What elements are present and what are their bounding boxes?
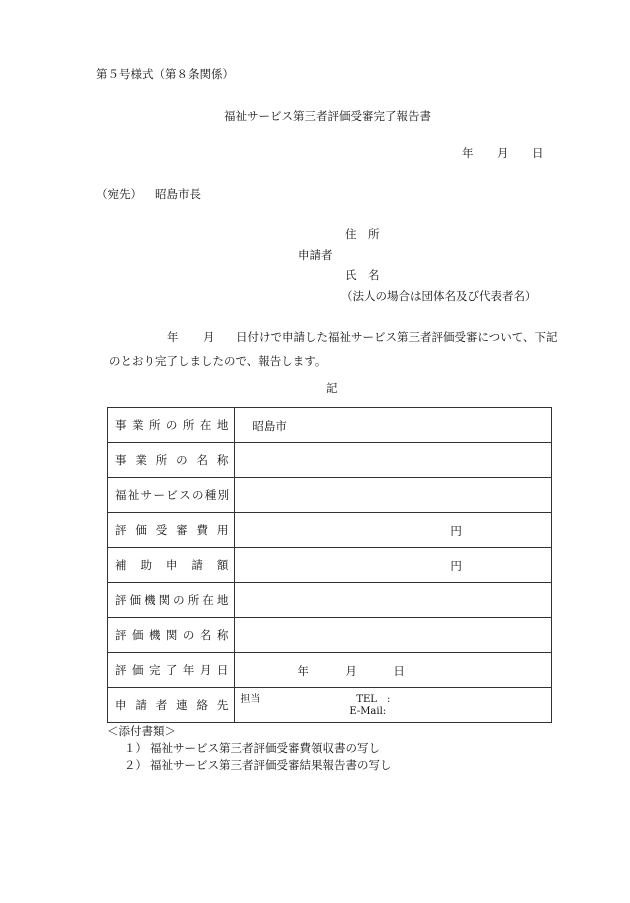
- table-row: [108, 478, 552, 513]
- completion-day-label: 日: [393, 664, 405, 678]
- service-type-field[interactable]: [235, 478, 552, 513]
- attachments-title: ＜添付書類＞: [107, 724, 176, 738]
- row-label: 福祉サービスの種別: [108, 478, 235, 513]
- row-label: 評価受審費用: [108, 513, 235, 548]
- facility-location-value: 昭島市: [252, 419, 287, 433]
- completion-year-label: 年: [297, 664, 309, 678]
- date-month-label: 月: [497, 146, 509, 160]
- table-row: [108, 443, 552, 478]
- applicant-contact-field[interactable]: [235, 688, 552, 723]
- row-label: 事業所の名称: [108, 443, 235, 478]
- row-label: 事業所の所在地: [108, 408, 235, 443]
- evaluation-cost-field[interactable]: [235, 513, 552, 548]
- body-year: 年: [167, 330, 179, 344]
- email-label: E-Mail:: [349, 706, 387, 717]
- table-row: [108, 583, 552, 618]
- completion-date-field[interactable]: [235, 653, 552, 688]
- attachment-number: ２）: [124, 758, 147, 772]
- table-row: [108, 688, 552, 723]
- attachment-text: 福祉サービス第三者評価受審費領収書の写し: [150, 741, 380, 755]
- applicant-name-note: （法人の場合は団体名及び代表者名）: [341, 289, 537, 303]
- row-label: 評価完了年月日: [108, 653, 235, 688]
- facility-name-field[interactable]: [235, 443, 552, 478]
- table-row: [108, 408, 552, 443]
- evaluator-name-field[interactable]: [235, 618, 552, 653]
- addressee-name: 昭島市長: [155, 187, 201, 201]
- attachment-number: １）: [124, 741, 147, 755]
- applicant-address-label: 住 所: [345, 227, 380, 241]
- body-line2: のとおり完了しましたので、報告します。: [109, 354, 327, 368]
- completion-month-label: 月: [345, 664, 357, 678]
- table-row: [108, 513, 552, 548]
- attachment-text: 福祉サービス第三者評価受審結果報告書の写し: [150, 758, 392, 772]
- row-label: 評価機関の名称: [108, 618, 235, 653]
- form-number: 第５号様式（第８条関係）: [96, 67, 234, 81]
- table-row: [108, 548, 552, 583]
- yen-unit: 円: [450, 559, 462, 573]
- contact-person-label: 担当: [240, 694, 261, 705]
- addressee-label: （宛先）: [96, 187, 142, 201]
- evaluator-location-field[interactable]: [235, 583, 552, 618]
- facility-location-field[interactable]: [235, 408, 552, 443]
- table-row: [108, 653, 552, 688]
- yen-unit: 円: [450, 524, 462, 538]
- row-label: 補助申請額: [108, 548, 235, 583]
- ki-heading: 記: [326, 381, 338, 395]
- tel-label: TEL :: [356, 694, 391, 705]
- table-row: [108, 618, 552, 653]
- applicant-name-label: 氏 名: [345, 268, 380, 282]
- document-title: 福祉サービス第三者評価受審完了報告書: [224, 109, 431, 123]
- date-year-label: 年: [462, 146, 474, 160]
- body-month: 月: [203, 330, 215, 344]
- report-table: [107, 407, 552, 723]
- date-day-label: 日: [532, 146, 544, 160]
- row-label: 申請者連絡先: [108, 688, 235, 723]
- body-line1: 日付けで申請した福祉サービス第三者評価受審について、下記: [236, 330, 558, 344]
- row-label: 評価機関の所在地: [108, 583, 235, 618]
- applicant-label: 申請者: [298, 248, 333, 262]
- subsidy-amount-field[interactable]: [235, 548, 552, 583]
